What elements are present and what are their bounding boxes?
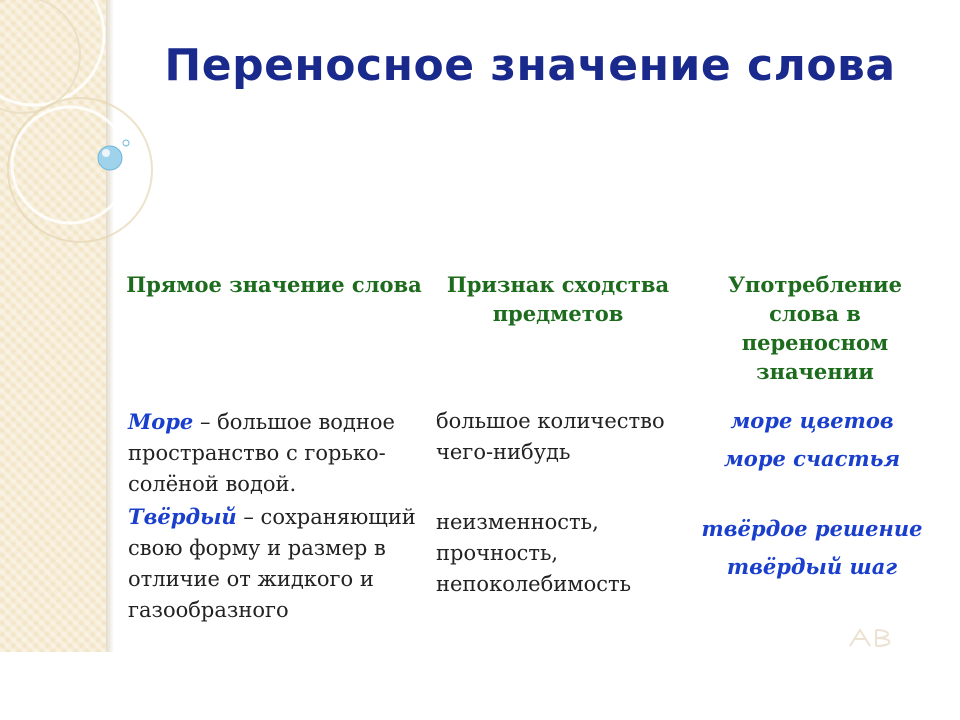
header-figurative-use: Употребление слова в переносном значении xyxy=(728,272,902,384)
header-direct-meaning: Прямое значение слова xyxy=(126,272,422,297)
row2-definition xyxy=(128,501,418,626)
bubble-icon xyxy=(98,146,122,170)
row2-example-1: твёрдое решение xyxy=(701,516,923,541)
row2-definition-text: – сохраняющий свою форму и размер в отличие от жидкого и газообразного xyxy=(128,505,416,622)
row2-example-2: твёрдый шаг xyxy=(726,554,898,579)
row2-term: Твёрдый xyxy=(128,504,237,529)
page-title: Переносное значение слова xyxy=(164,40,896,91)
row1-term: Море xyxy=(128,409,194,434)
row2-similarity: неизменность, прочность, непоколебимость xyxy=(436,510,632,596)
row1-similarity: большое количество чего-нибудь xyxy=(436,409,665,464)
bottom-blank-area xyxy=(0,652,960,720)
header-similarity: Признак сходства предметов xyxy=(446,272,670,326)
row1-definition-text: – большое водное пространство с горько-солёной водой. xyxy=(128,410,395,496)
row1-definition xyxy=(128,406,418,500)
row1-example-2: море счастья xyxy=(723,446,901,471)
watermark-logo-icon xyxy=(846,624,906,650)
row1-example-1: море цветов xyxy=(730,408,894,433)
